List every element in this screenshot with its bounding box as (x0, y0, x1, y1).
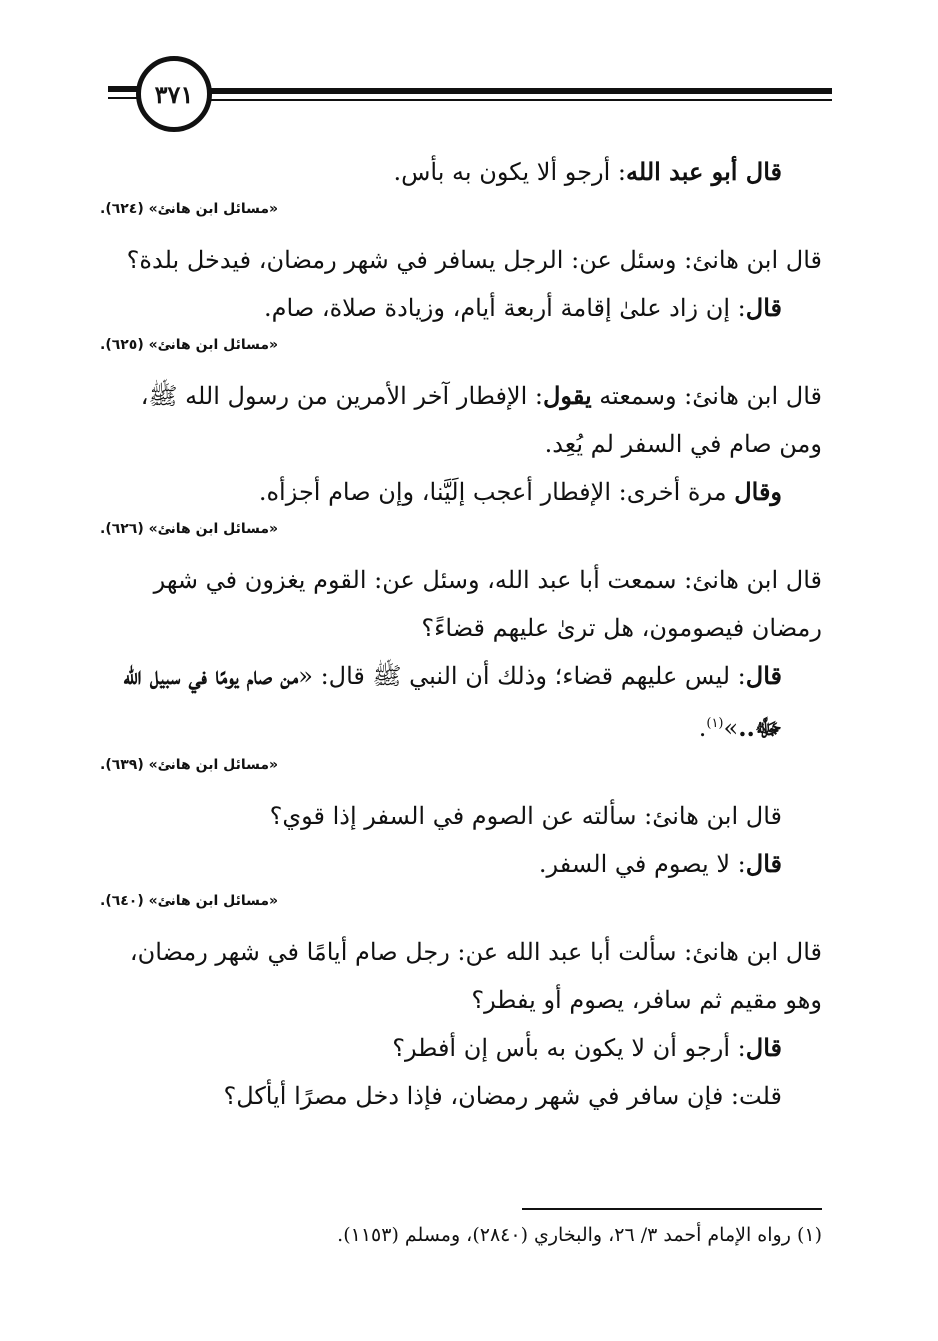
footnote-number: (١) (796, 1224, 822, 1246)
paragraph: قلت: فإن سافر في شهر رمضان، فإذا دخل مصرًا أيأكل؟ (223, 1082, 782, 1110)
paragraph: قال أبو عبد الله: أرجو ألا يكون به بأس. (393, 157, 782, 186)
paragraph: قال ابن هانئ: سألت أبا عبد الله عن: رجل صام أيامًا في شهر رمضان، وهو مقيم ثم سافر، يصوم أو يفطر؟ (129, 938, 822, 1014)
paragraph: قال ابن هانئ: سمعت أبا عبد الله، وسئل عن: القوم يغزون في شهر رمضان فيصومون، هل ترىٰ عليهم قضاءً؟ (153, 566, 822, 642)
paragraph: قال: ليس عليهم قضاء؛ وذلك أن النبي ﷺ قال: «من صام يومًا في سبيل الله ﷻ..»$^{(١)}$. (123, 661, 782, 742)
header-rule-right-thin (208, 99, 832, 101)
footnote-divider (522, 1208, 822, 1210)
source-reference: «مسائل ابن هانئ» (٦٢٦). (100, 521, 279, 537)
paragraph: قال: أرجو أن لا يكون به بأس إن أفطر؟ (392, 1033, 782, 1062)
paragraph: قال ابن هانئ: سألته عن الصوم في السفر إذا قوي؟ (269, 802, 782, 830)
source-reference: «مسائل ابن هانئ» (٦٢٤). (100, 201, 279, 217)
source-reference: «مسائل ابن هانئ» (٦٣٩). (100, 757, 279, 773)
header-rule-right-thick (208, 88, 832, 94)
page-header (0, 0, 938, 140)
paragraph: قال ابن هانئ: وسمعته يقول: الإفطار آخر الأمرين من رسول الله ﷺ، ومن صام في السفر لم يُعِد. (140, 381, 822, 458)
paragraph: قال: إن زاد علىٰ إقامة أربعة أيام، وزيادة صلاة، صام. (264, 293, 782, 322)
footnote-marker: (١) (706, 716, 724, 731)
page-body (100, 148, 822, 1120)
source-reference: «مسائل ابن هانئ» (٦٢٥). (100, 337, 279, 353)
footnote (100, 1220, 822, 1250)
source-reference: «مسائل ابن هانئ» (٦٤٠). (100, 893, 279, 909)
page-number: ٣٧١ (136, 56, 212, 132)
footnote-text: رواه الإمام أحمد ٣/ ٢٦، والبخاري (٢٨٤٠)، ومسلم (١١٥٣). (337, 1224, 791, 1246)
paragraph: قال ابن هانئ: وسئل عن: الرجل يسافر في شهر رمضان، فيدخل بلدة؟ (126, 246, 822, 274)
paragraph: قال: لا يصوم في السفر. (538, 849, 782, 878)
paragraph: وقال مرة أخرى: الإفطار أعجب إلَيَّنا، وإن صام أجزأه. (258, 477, 782, 506)
